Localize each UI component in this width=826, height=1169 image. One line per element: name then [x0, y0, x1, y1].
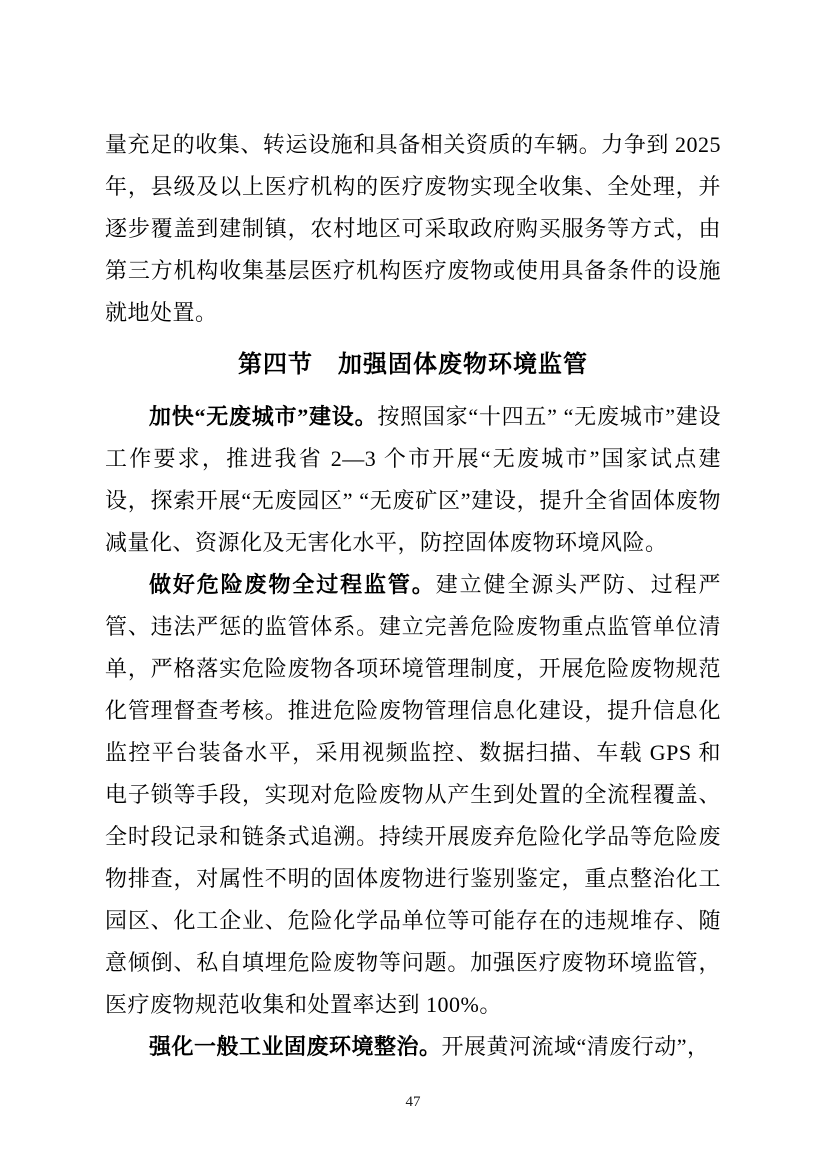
paragraph-body-text: 按照国家“十四五” “无废城市”建设工作要求，推进我省 2—3 个市开展“无废城市”国家试点建设，探索开展“无废园区” “无废矿区”建设，提升全省固体废物减量化、资源化及无害化水平，防控固体废物环境风险。: [105, 404, 721, 555]
section-heading: 第四节 加强固体废物环境监管: [238, 352, 588, 378]
paragraph: [105, 1026, 721, 1068]
paragraph: [105, 564, 721, 1026]
page-number: 47: [405, 1094, 421, 1110]
paragraph-body-text: 开展黄河流域“清废行动”，: [441, 1034, 710, 1059]
paragraph: [105, 396, 721, 564]
paragraph-body-text: 建立健全源头严防、过程严管、违法严惩的监管体系。建立完善危险废物重点监管单位清单，严格落实危险废物各项环境管理制度，开展危险废物规范化管理督查考核。推进危险废物管理信息化建设，提升信息化监控平台装备水平，采用视频监控、数据扫描、车载 GPS 和电子锁等手段，实现对危险废物从产生到处置的全流程覆盖、全时段记录和链条式追溯。持续开展废弃危险化学品等危险废物排查，对属性不明的固体废物进行鉴别鉴定，重点整治化工园区、化工企业、危险化学品单位等可能存在的违规堆存、随意倾倒、私自填埋危险废物等问题。加强医疗废物环境监管，医疗废物规范收集和处置率达到 100%。: [105, 572, 721, 1017]
paragraph-lead: 做好危险废物全过程监管。: [149, 572, 436, 597]
paragraph-continuation: 量充足的收集、转运设施和具备相关资质的车辆。力争到 2025 年，县级及以上医疗机构的医疗废物实现全收集、全处理，并逐步覆盖到建制镇，农村地区可采取政府购买服务等方式，由第三方机构收集基层医疗机构医疗废物或使用具备条件的设施就地处置。: [105, 132, 721, 325]
paragraph-lead: 强化一般工业固废环境整治。: [149, 1034, 442, 1059]
paragraph-lead: 加快“无废城市”建设。: [149, 404, 378, 429]
page-content: [105, 124, 721, 1068]
